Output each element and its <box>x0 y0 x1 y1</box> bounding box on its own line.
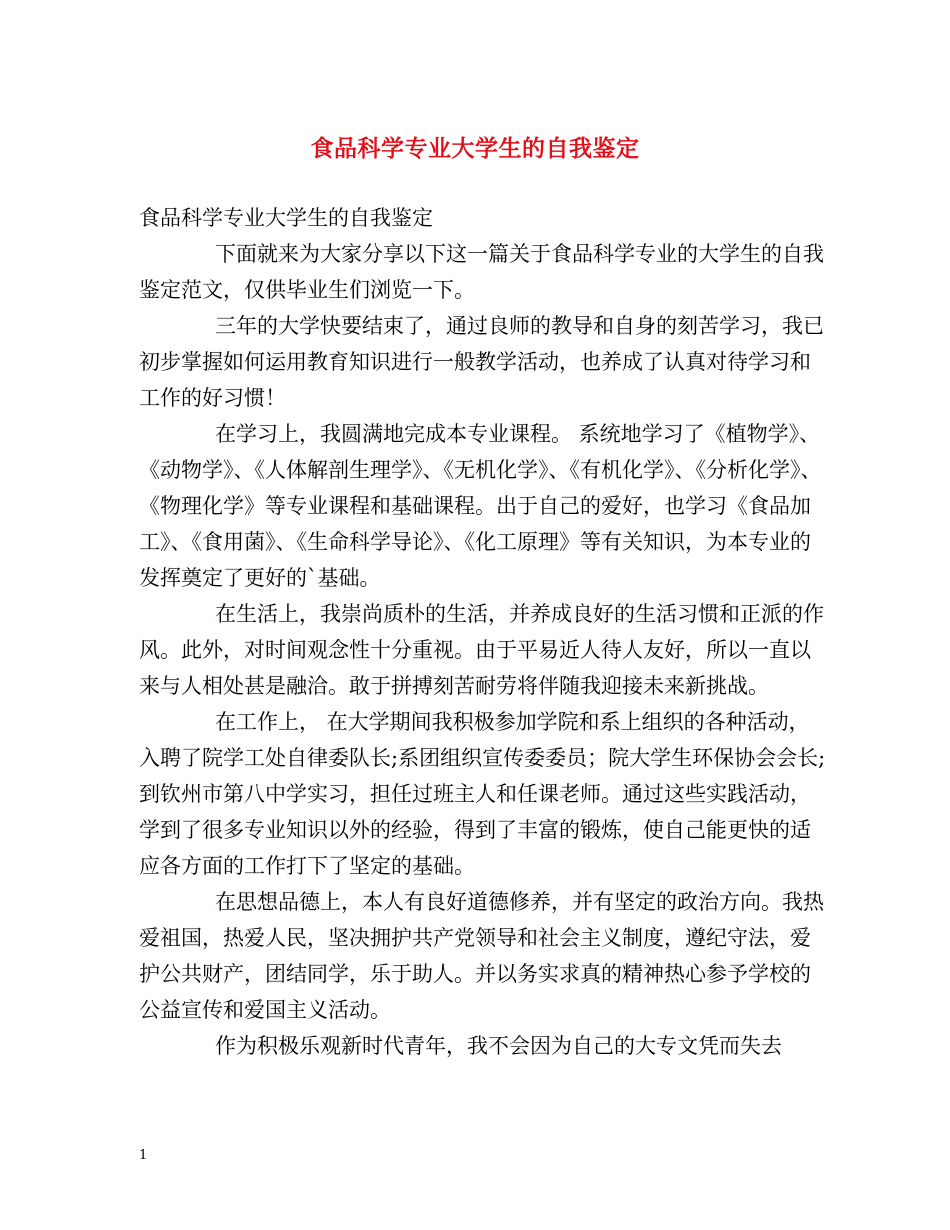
page-number: 1 <box>139 1148 148 1163</box>
paragraph-work: 在工作上， 在大学期间我积极参加学院和系上组织的各种活动，入聘了院学工处自律委队长;系团组织宣传委委员；院大学生环保协会会长;到钦州市第八中学实习，担任过班主人和任课老师。通过这些实践活动，学到了很多专业知识以外的经验，得到了丰富的锻炼，使自己能更快的适应各方面的工作打下了坚定的基础。 <box>139 710 826 878</box>
document-title: 食品科学专业大学生的自我鉴定 <box>310 135 640 162</box>
paragraph-overview: 三年的大学快要结束了，通过良师的教导和自身的刻苦学习，我已初步掌握如何运用教育知识进行一般教学活动，也养成了认真对待学习和工作的好习惯！ <box>139 314 824 410</box>
paragraph-life: 在生活上，我崇尚质朴的生活，并养成良好的生活习惯和正派的作风。此外，对时间观念性十分重视。由于平易近人待人友好，所以一直以来与人相处甚是融洽。敢于拼搏刻苦耐劳将伴随我迎接未来新挑战。 <box>139 602 824 698</box>
paragraph-study: 在学习上，我圆满地完成本专业课程。 系统地学习了《植物学》、《动物学》、《人体解剖生理学》、《无机化学》、《有机化学》、《分析化学》、《物理化学》等专业课程和基础课程。出于自己的爱好，也学习《食品加工》、《食用菌》、《生命科学导论》、《化工原理》等有关知识，为本专业的发挥奠定了更好的`基础。 <box>139 422 822 590</box>
paragraph-morality: 在思想品德上，本人有良好道德修养，并有坚定的政治方向。我热爱祖国，热爱人民，坚决拥护共产党领导和社会主义制度，遵纪守法，爱护公共财产，团结同学，乐于助人。并以务实求真的精神热心参予学校的公益宣传和爱国主义活动。 <box>139 890 824 1022</box>
document-body <box>139 200 829 1064</box>
body-heading-line: 食品科学专业大学生的自我鉴定 <box>139 206 433 230</box>
paragraph-intro: 下面就来为大家分享以下这一篇关于食品科学专业的大学生的自我鉴定范文，仅供毕业生们浏览一下。 <box>139 242 824 302</box>
paragraph-closing: 作为积极乐观新时代青年，我不会因为自己的大专文凭而失去 <box>215 1034 782 1058</box>
